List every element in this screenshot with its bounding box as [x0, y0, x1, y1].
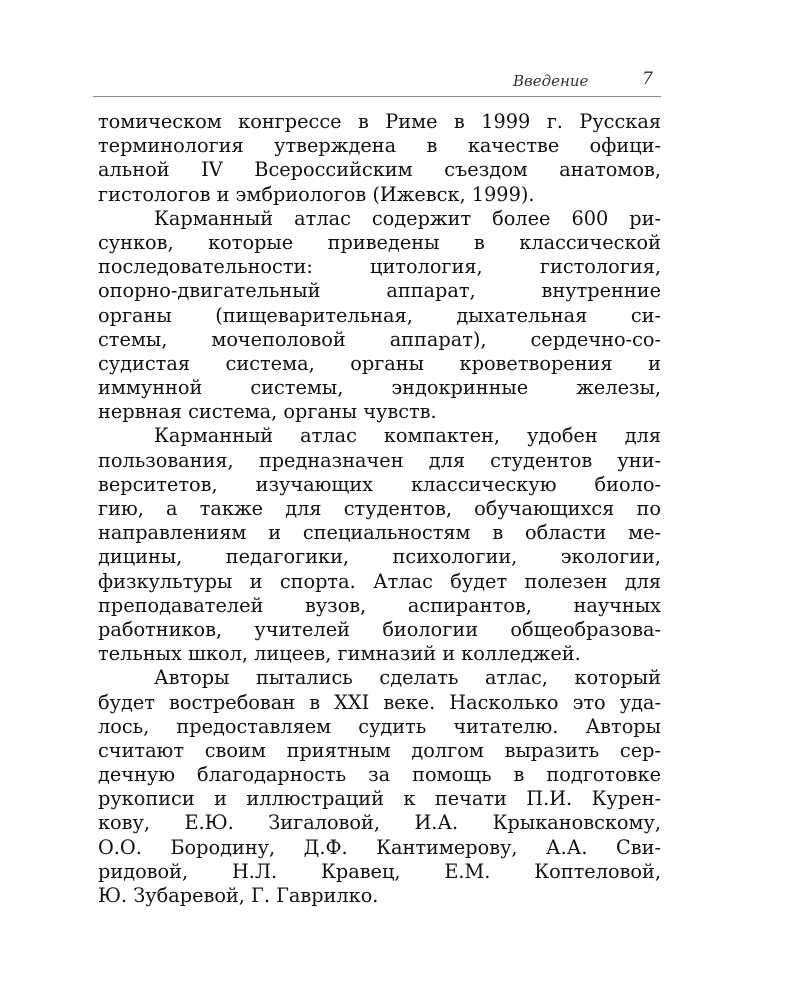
- text-line: стемы, мочеполовой аппарат), сердечно-со-: [98, 327, 661, 351]
- text-line: последовательности: цитология, гистология,: [98, 255, 661, 279]
- text-line: физкультуры и спорта. Атлас будет полезен для: [98, 569, 661, 593]
- text-line: направлениям и специальностям в области ме-: [98, 521, 661, 545]
- text-line: сунков, которые приведены в классической: [98, 230, 661, 254]
- text-line: Карманный атлас содержит более 600 ри-: [154, 206, 661, 230]
- text-line: работников, учителей биологии общеобразова-: [98, 617, 661, 641]
- text-line: томическом конгрессе в Риме в 1999 г. Русская: [98, 110, 661, 133]
- text-line: считают своим приятным долгом выразить сер-: [98, 738, 661, 762]
- body-text: [98, 110, 661, 908]
- text-line: дицины, педагогики, психологии, экологии,: [98, 545, 661, 569]
- text-line: верситетов, изучающих классическую биоло-: [98, 472, 661, 496]
- text-line: гистологов и эмбриологов (Ижевск, 1999).: [98, 182, 535, 206]
- text-line: альной IV Всероссийским съездом анатомов,: [98, 158, 661, 182]
- text-line: тельных школ, лицеев, гимназий и колледжей.: [98, 642, 581, 666]
- text-line: ридовой, Н.Л. Кравец, Е.М. Коптеловой,: [98, 859, 661, 883]
- text-line: гию, а также для студентов, обучающихся по: [98, 497, 661, 520]
- text-line: лось, предоставляем судить читателю. Авторы: [98, 714, 661, 738]
- text-line: органы (пищеварительная, дыхательная си-: [98, 303, 661, 327]
- text-line: преподавателей вузов, аспирантов, научных: [98, 593, 661, 617]
- text-line: судистая система, органы кроветворения и: [98, 351, 661, 375]
- text-line: рукописи и иллюстраций к печати П.И. Курен-: [98, 787, 661, 811]
- text-line: Ю. Зубаревой, Г. Гаврилко.: [98, 884, 379, 907]
- text-line: пользования, предназначен для студентов уни-: [98, 448, 661, 472]
- text-line: иммунной системы, эндокринные железы,: [98, 376, 661, 400]
- text-line: кову, Е.Ю. Зигаловой, И.А. Крыкановскому,: [98, 811, 661, 835]
- running-title: Введение: [513, 72, 589, 90]
- text-line: дечную благодарность за помощь в подготовке: [98, 763, 661, 787]
- running-header: [93, 68, 661, 97]
- text-line: опорно-двигательный аппарат, внутренние: [98, 279, 661, 303]
- text-line: Карманный атлас компактен, удобен для: [154, 424, 661, 448]
- text-line: О.О. Бородину, Д.Ф. Кантимерову, А.А. Сви-: [98, 835, 661, 859]
- text-line: терминология утверждена в качестве офици-: [98, 134, 661, 158]
- text-line: нервная система, органы чувств.: [98, 400, 437, 424]
- text-line: будет востребован в XXI веке. Насколько это уда-: [98, 690, 661, 714]
- text-line: Авторы пытались сделать атлас, который: [154, 666, 661, 690]
- page-number: 7: [642, 69, 653, 89]
